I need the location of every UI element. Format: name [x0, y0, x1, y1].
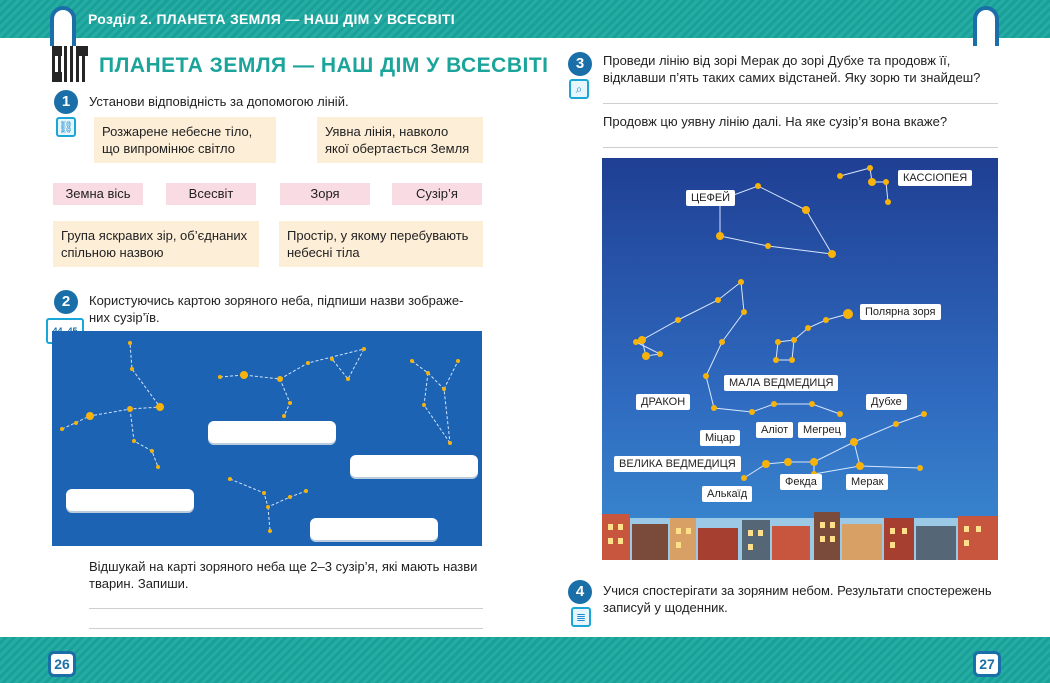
answer-field-3[interactable]: [66, 489, 194, 511]
star-map-left: [52, 331, 482, 546]
term-star[interactable]: Зоря: [280, 183, 370, 205]
task1-text: Установи відповідність за допомогою ліній.: [89, 94, 349, 109]
label-mizar: Міцар: [700, 430, 740, 446]
task2-text-line2: них сузір’їв.: [89, 310, 160, 325]
task3-text2: Продовж цю уявну лінію далі. На яке сузір’я вона вкаже?: [603, 114, 948, 129]
task2-extra-line1: Відшукай на карті зоряного неба ще 2–3 сузір’я, які мають назви: [89, 559, 478, 574]
term-universe[interactable]: Всесвіт: [166, 183, 256, 205]
label-cassiopeia: КАССІОПЕЯ: [898, 170, 972, 186]
definition-card-4[interactable]: Простір, у якому перебувають небесні тіла: [279, 221, 483, 267]
label-draco: ДРАКОН: [636, 394, 690, 410]
section-title: Розділ 2. ПЛАНЕТА ЗЕМЛЯ — НАШ ДІМ У ВСЕСВІТІ: [88, 11, 455, 27]
magnifier-icon: ⌕: [569, 79, 589, 99]
task-number-4: 4: [568, 580, 592, 604]
page-number-right: 27: [973, 651, 1001, 677]
answer-line-2[interactable]: [89, 628, 483, 629]
answer-line-3[interactable]: [603, 103, 998, 104]
task-number-2: 2: [54, 290, 78, 314]
task3-text-line2: відклавши п’ять таких самих відстаней. Яку зорю ти знайдеш?: [603, 70, 981, 85]
answer-field-4[interactable]: [310, 518, 438, 540]
qr-code-icon[interactable]: [52, 46, 88, 82]
task2-extra-line2: тварин. Запиши.: [89, 576, 189, 591]
task4-text-line1: Учися спостерігати за зоряним небом. Результати спостережень: [603, 583, 992, 598]
bookmark-tab-right: [973, 6, 999, 46]
label-alioth: Аліот: [756, 422, 793, 438]
task-number-1: 1: [54, 90, 78, 114]
label-megrez: Мегрец: [798, 422, 846, 438]
label-ursa-minor: МАЛА ВЕДМЕДИЦЯ: [724, 375, 838, 391]
link-icon: ⛓: [56, 117, 76, 137]
answer-line-4[interactable]: [603, 147, 998, 148]
page-number-left: 26: [48, 651, 76, 677]
task2-text-line1: Користуючись картою зоряного неба, підпиши назви зображе-: [89, 293, 464, 308]
task3-text-line1: Проведи лінію від зорі Мерак до зорі Дубхе та продовж її,: [603, 53, 951, 68]
label-dubhe: Дубхе: [866, 394, 907, 410]
notebook-icon: ≣: [571, 607, 591, 627]
definition-card-2[interactable]: Уявна лінія, навколо якої обертається Земля: [317, 117, 483, 163]
label-polaris: Полярна зоря: [860, 304, 941, 320]
label-merak: Мерак: [846, 474, 888, 490]
page-title: ПЛАНЕТА ЗЕМЛЯ — НАШ ДІМ У ВСЕСВІТІ: [99, 54, 549, 77]
bookmark-tab-left: [50, 6, 76, 46]
term-earth-axis[interactable]: Земна вісь: [53, 183, 143, 205]
star-map-right: [602, 158, 998, 560]
task-number-3: 3: [568, 52, 592, 76]
constellation-map: [602, 158, 998, 560]
definition-card-1[interactable]: Розжарене небесне тіло, що випромінює світло: [94, 117, 276, 163]
task4-text-line2: записуй у щоденник.: [603, 600, 728, 615]
answer-field-1[interactable]: [208, 421, 336, 443]
term-constellation[interactable]: Сузір’я: [392, 183, 482, 205]
definition-card-3[interactable]: Група яскравих зір, об’єднаних спільною назвою: [53, 221, 259, 267]
footer-band: [0, 637, 1050, 683]
answer-line-1[interactable]: [89, 608, 483, 609]
label-phecda: Фекда: [780, 474, 822, 490]
city-skyline: [602, 512, 998, 560]
label-ursa-major: ВЕЛИКА ВЕДМЕДИЦЯ: [614, 456, 741, 472]
answer-field-2[interactable]: [350, 455, 478, 477]
label-alkaid: Алькаїд: [702, 486, 752, 502]
label-cepheus: ЦЕФЕЙ: [686, 190, 735, 206]
